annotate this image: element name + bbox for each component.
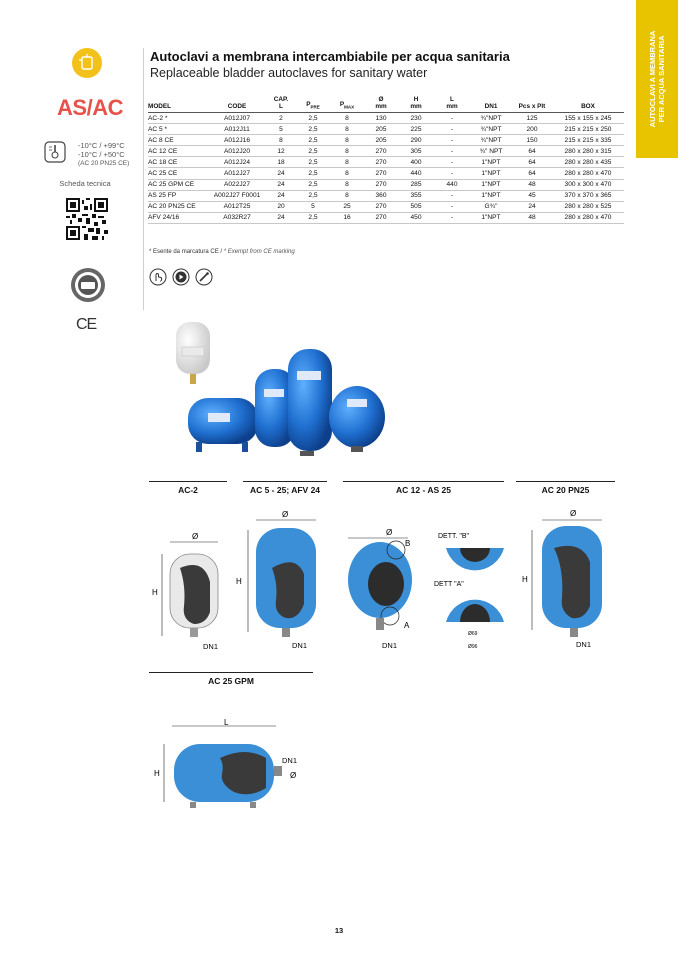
table-cell: 25 [330, 201, 364, 212]
col-capacity: CAP. L [266, 92, 296, 113]
pen-tool-icon [195, 268, 213, 286]
detail-b-label: DETT. "B" [438, 533, 470, 540]
dim-dia-ac2: Ø [192, 532, 199, 541]
table-cell: A012J11 [208, 124, 266, 135]
table-cell: 270 [364, 179, 398, 190]
table-cell: 270 [364, 146, 398, 157]
table-cell: A002J27 F0001 [208, 190, 266, 201]
table-cell: - [434, 113, 470, 124]
table-cell: 1"NPT [470, 212, 512, 223]
table-cell: A012J16 [208, 135, 266, 146]
col-ppre: $P_{PRE}$ [296, 92, 330, 113]
qr-code[interactable] [66, 198, 108, 240]
table-row [148, 190, 624, 201]
table-cell: AC 25 GPM CE [148, 179, 208, 190]
dim-d69: Ø69 [468, 631, 478, 637]
table-cell: 2,5 [296, 157, 330, 168]
table-cell: 48 [512, 179, 552, 190]
table-row [148, 157, 624, 168]
table-cell: AC 20 PN25 CE [148, 201, 208, 212]
table-cell: - [434, 135, 470, 146]
table-cell: 45 [512, 190, 552, 201]
table-cell: A032R27 [208, 212, 266, 223]
dim-dn1-ac12: DN1 [382, 641, 398, 650]
table-cell: 200 [512, 124, 552, 135]
table-cell: 64 [512, 168, 552, 179]
table-cell: 280 x 280 x 470 [552, 212, 624, 223]
dim-h-ac2: H [152, 588, 158, 597]
table-cell: A022J27 [208, 179, 266, 190]
table-cell: 24 [266, 190, 296, 201]
column-divider [143, 48, 144, 310]
sanitary-water-icon [72, 48, 102, 78]
table-cell: A012T25 [208, 201, 266, 212]
table-cell: 125 [512, 113, 552, 124]
table-cell: 8 [330, 135, 364, 146]
table-cell: 280 x 280 x 470 [552, 168, 624, 179]
tank-horizontal-gpm [188, 398, 258, 452]
table-row [148, 168, 624, 179]
col-pcs: Pcs x Plt [512, 92, 552, 113]
table-cell: 130 [364, 113, 398, 124]
table-cell: 2,5 [296, 212, 330, 223]
table-footnote: * Esente da marcatura CE / * Exempt from CE marking [149, 249, 295, 255]
table-cell: 440 [434, 179, 470, 190]
table-cell: AFV 24/16 [148, 212, 208, 223]
dim-dn1-gpm: DN1 [282, 756, 298, 765]
table-cell: G¾" [470, 201, 512, 212]
dim-b-ac12: B [405, 539, 411, 548]
table-cell: - [434, 168, 470, 179]
drawing-ac20-pn25 [516, 506, 616, 653]
table-cell: A012J20 [208, 146, 266, 157]
table-cell: AC 18 CE [148, 157, 208, 168]
page-subtitle: Replaceable bladder autoclaves for sanitary water [150, 66, 428, 80]
table-cell: AC 12 CE [148, 146, 208, 157]
table-cell: AC-2 * [148, 113, 208, 124]
table-row [148, 179, 624, 190]
temp-range-2: -10°C / +50°C [78, 150, 125, 159]
table-cell: 5 [296, 201, 330, 212]
drawing-ac12-as25 [342, 524, 512, 654]
thermometer-icon [44, 141, 66, 163]
col-height: H mm [398, 92, 434, 113]
table-cell: 64 [512, 146, 552, 157]
temp-range-note: (AC 20 PN25 CE) [78, 160, 130, 167]
drawing-ac25-gpm [150, 718, 310, 810]
section-ac20-pn25: AC 20 PN25 [516, 481, 615, 495]
table-cell: 505 [398, 201, 434, 212]
table-cell: 270 [364, 157, 398, 168]
table-cell: 215 x 215 x 335 [552, 135, 624, 146]
section-ac2: AC-2 [149, 481, 227, 495]
table-cell: 150 [512, 135, 552, 146]
table-cell: 1"NPT [470, 179, 512, 190]
table-cell: 8 [330, 157, 364, 168]
table-cell: 280 x 280 x 315 [552, 146, 624, 157]
table-cell: 18 [266, 157, 296, 168]
table-cell: 2 [266, 113, 296, 124]
table-cell: 155 x 155 x 245 [552, 113, 624, 124]
table-cell: 5 [266, 124, 296, 135]
table-cell: 8 [330, 168, 364, 179]
table-cell: 8 [330, 146, 364, 157]
table-cell: 2,5 [296, 190, 330, 201]
col-code: CODE [208, 92, 266, 113]
table-cell: 24 [266, 212, 296, 223]
table-cell: 225 [398, 124, 434, 135]
table-cell: 230 [398, 113, 434, 124]
section-side-tab [636, 0, 678, 158]
dim-dia-ac12: Ø [386, 528, 393, 537]
spec-table [148, 92, 624, 224]
table-cell: - [434, 124, 470, 135]
temperature-range [78, 141, 129, 168]
page-number: 13 [334, 926, 344, 935]
table-cell: 450 [398, 212, 434, 223]
dim-d96: Ø96 [468, 644, 478, 650]
table-cell: AS 25 FP [148, 190, 208, 201]
table-cell: ¾" NPT [470, 146, 512, 157]
dim-dn1-ac20: DN1 [576, 640, 592, 649]
col-box: BOX [552, 92, 624, 113]
page-title: Autoclavi a membrana intercambiabile per acqua sanitaria [150, 49, 510, 64]
dim-h-ac20: H [522, 575, 528, 584]
table-cell: 1"NPT [470, 168, 512, 179]
drawing-ac2 [146, 528, 236, 653]
dim-dia-ac5: Ø [282, 510, 289, 519]
table-cell: 8 [330, 124, 364, 135]
table-cell: 285 [398, 179, 434, 190]
table-cell: A012J27 [208, 168, 266, 179]
table-cell: 2,5 [296, 179, 330, 190]
table-cell: 24 [512, 201, 552, 212]
dim-a-ac12: A [404, 621, 410, 630]
table-row [148, 201, 624, 212]
table-row [148, 135, 624, 146]
certification-seal-icon [70, 267, 106, 303]
dim-dn1-ac5: DN1 [292, 641, 308, 650]
table-cell: 2,5 [296, 146, 330, 157]
table-cell: 24 [266, 168, 296, 179]
product-photo [170, 305, 410, 460]
table-cell: 305 [398, 146, 434, 157]
table-cell: - [434, 157, 470, 168]
section-ac25-gpm: AC 25 GPM [149, 672, 313, 686]
table-cell: 400 [398, 157, 434, 168]
table-cell: 2,5 [296, 113, 330, 124]
table-cell: 270 [364, 212, 398, 223]
table-cell: 12 [266, 146, 296, 157]
table-row [148, 124, 624, 135]
table-cell: 360 [364, 190, 398, 201]
table-cell: - [434, 212, 470, 223]
table-cell: 48 [512, 212, 552, 223]
table-cell: 2,5 [296, 124, 330, 135]
col-pmax: $P_{MAX}$ [330, 92, 364, 113]
col-model: MODEL [148, 92, 208, 113]
table-cell: 1"NPT [470, 157, 512, 168]
tank-spherical [329, 386, 385, 452]
table-cell: 280 x 280 x 435 [552, 157, 624, 168]
table-cell: AC 5 * [148, 124, 208, 135]
dim-h-ac5: H [236, 577, 242, 586]
product-family-title: AS/AC [57, 95, 123, 120]
table-cell: 16 [330, 212, 364, 223]
dim-dn1-ac2: DN1 [203, 642, 219, 651]
table-cell: - [434, 146, 470, 157]
table-cell: 205 [364, 124, 398, 135]
dim-dia-gpm: Ø [290, 771, 297, 780]
dim-l-gpm: L [224, 718, 229, 727]
table-cell: 2,5 [296, 135, 330, 146]
play-arrow-icon [172, 268, 190, 286]
table-cell: 290 [398, 135, 434, 146]
table-cell: 205 [364, 135, 398, 146]
temp-range-1: -10°C / +99°C [78, 141, 125, 150]
hand-touch-icon [149, 268, 167, 286]
table-cell: 8 [330, 113, 364, 124]
table-cell: 8 [330, 179, 364, 190]
table-cell: 215 x 215 x 250 [552, 124, 624, 135]
table-cell: - [434, 190, 470, 201]
table-cell: 8 [330, 190, 364, 201]
tank-ac2-white [176, 322, 210, 384]
table-cell: 270 [364, 168, 398, 179]
col-diameter: Ø mm [364, 92, 398, 113]
ce-mark: CE [76, 316, 97, 333]
table-cell: AC 8 CE [148, 135, 208, 146]
drawing-ac5-25 [232, 508, 334, 653]
table-cell: 8 [266, 135, 296, 146]
table-cell: 2,5 [296, 168, 330, 179]
table-row [148, 113, 624, 124]
table-cell: 20 [266, 201, 296, 212]
table-cell: A012J07 [208, 113, 266, 124]
table-row [148, 212, 624, 223]
table-cell: 355 [398, 190, 434, 201]
table-row [148, 146, 624, 157]
table-cell: 24 [266, 179, 296, 190]
dim-h-gpm: H [154, 769, 160, 778]
table-cell: ¾"NPT [470, 113, 512, 124]
table-header-row [148, 92, 624, 113]
table-cell: 300 x 300 x 470 [552, 179, 624, 190]
section-ac12-as25: AC 12 - AS 25 [343, 481, 504, 495]
col-dn1: DN1 [470, 92, 512, 113]
table-cell: - [434, 201, 470, 212]
table-cell: 370 x 370 x 365 [552, 190, 624, 201]
detail-a-label: DETT "A" [434, 581, 464, 588]
datasheet-label: Scheda tecnica [59, 179, 111, 188]
table-cell: 1"NPT [470, 190, 512, 201]
table-cell: ¾"NPT [470, 124, 512, 135]
table-cell: 280 x 280 x 525 [552, 201, 624, 212]
table-cell: 64 [512, 157, 552, 168]
table-cell: A012J24 [208, 157, 266, 168]
section-ac5-25: AC 5 - 25; AFV 24 [243, 481, 327, 495]
table-cell: AC 25 CE [148, 168, 208, 179]
col-length: L mm [434, 92, 470, 113]
tank-vertical-tall [288, 349, 332, 456]
table-cell: 440 [398, 168, 434, 179]
table-cell: ¾"NPT [470, 135, 512, 146]
dim-dia-ac20: Ø [570, 509, 577, 518]
table-cell: 270 [364, 201, 398, 212]
side-tab-line2: PER ACQUA SANITARIA [657, 35, 666, 123]
side-tab-line1: AUTOCLAVI A MEMBRANA [648, 30, 657, 128]
